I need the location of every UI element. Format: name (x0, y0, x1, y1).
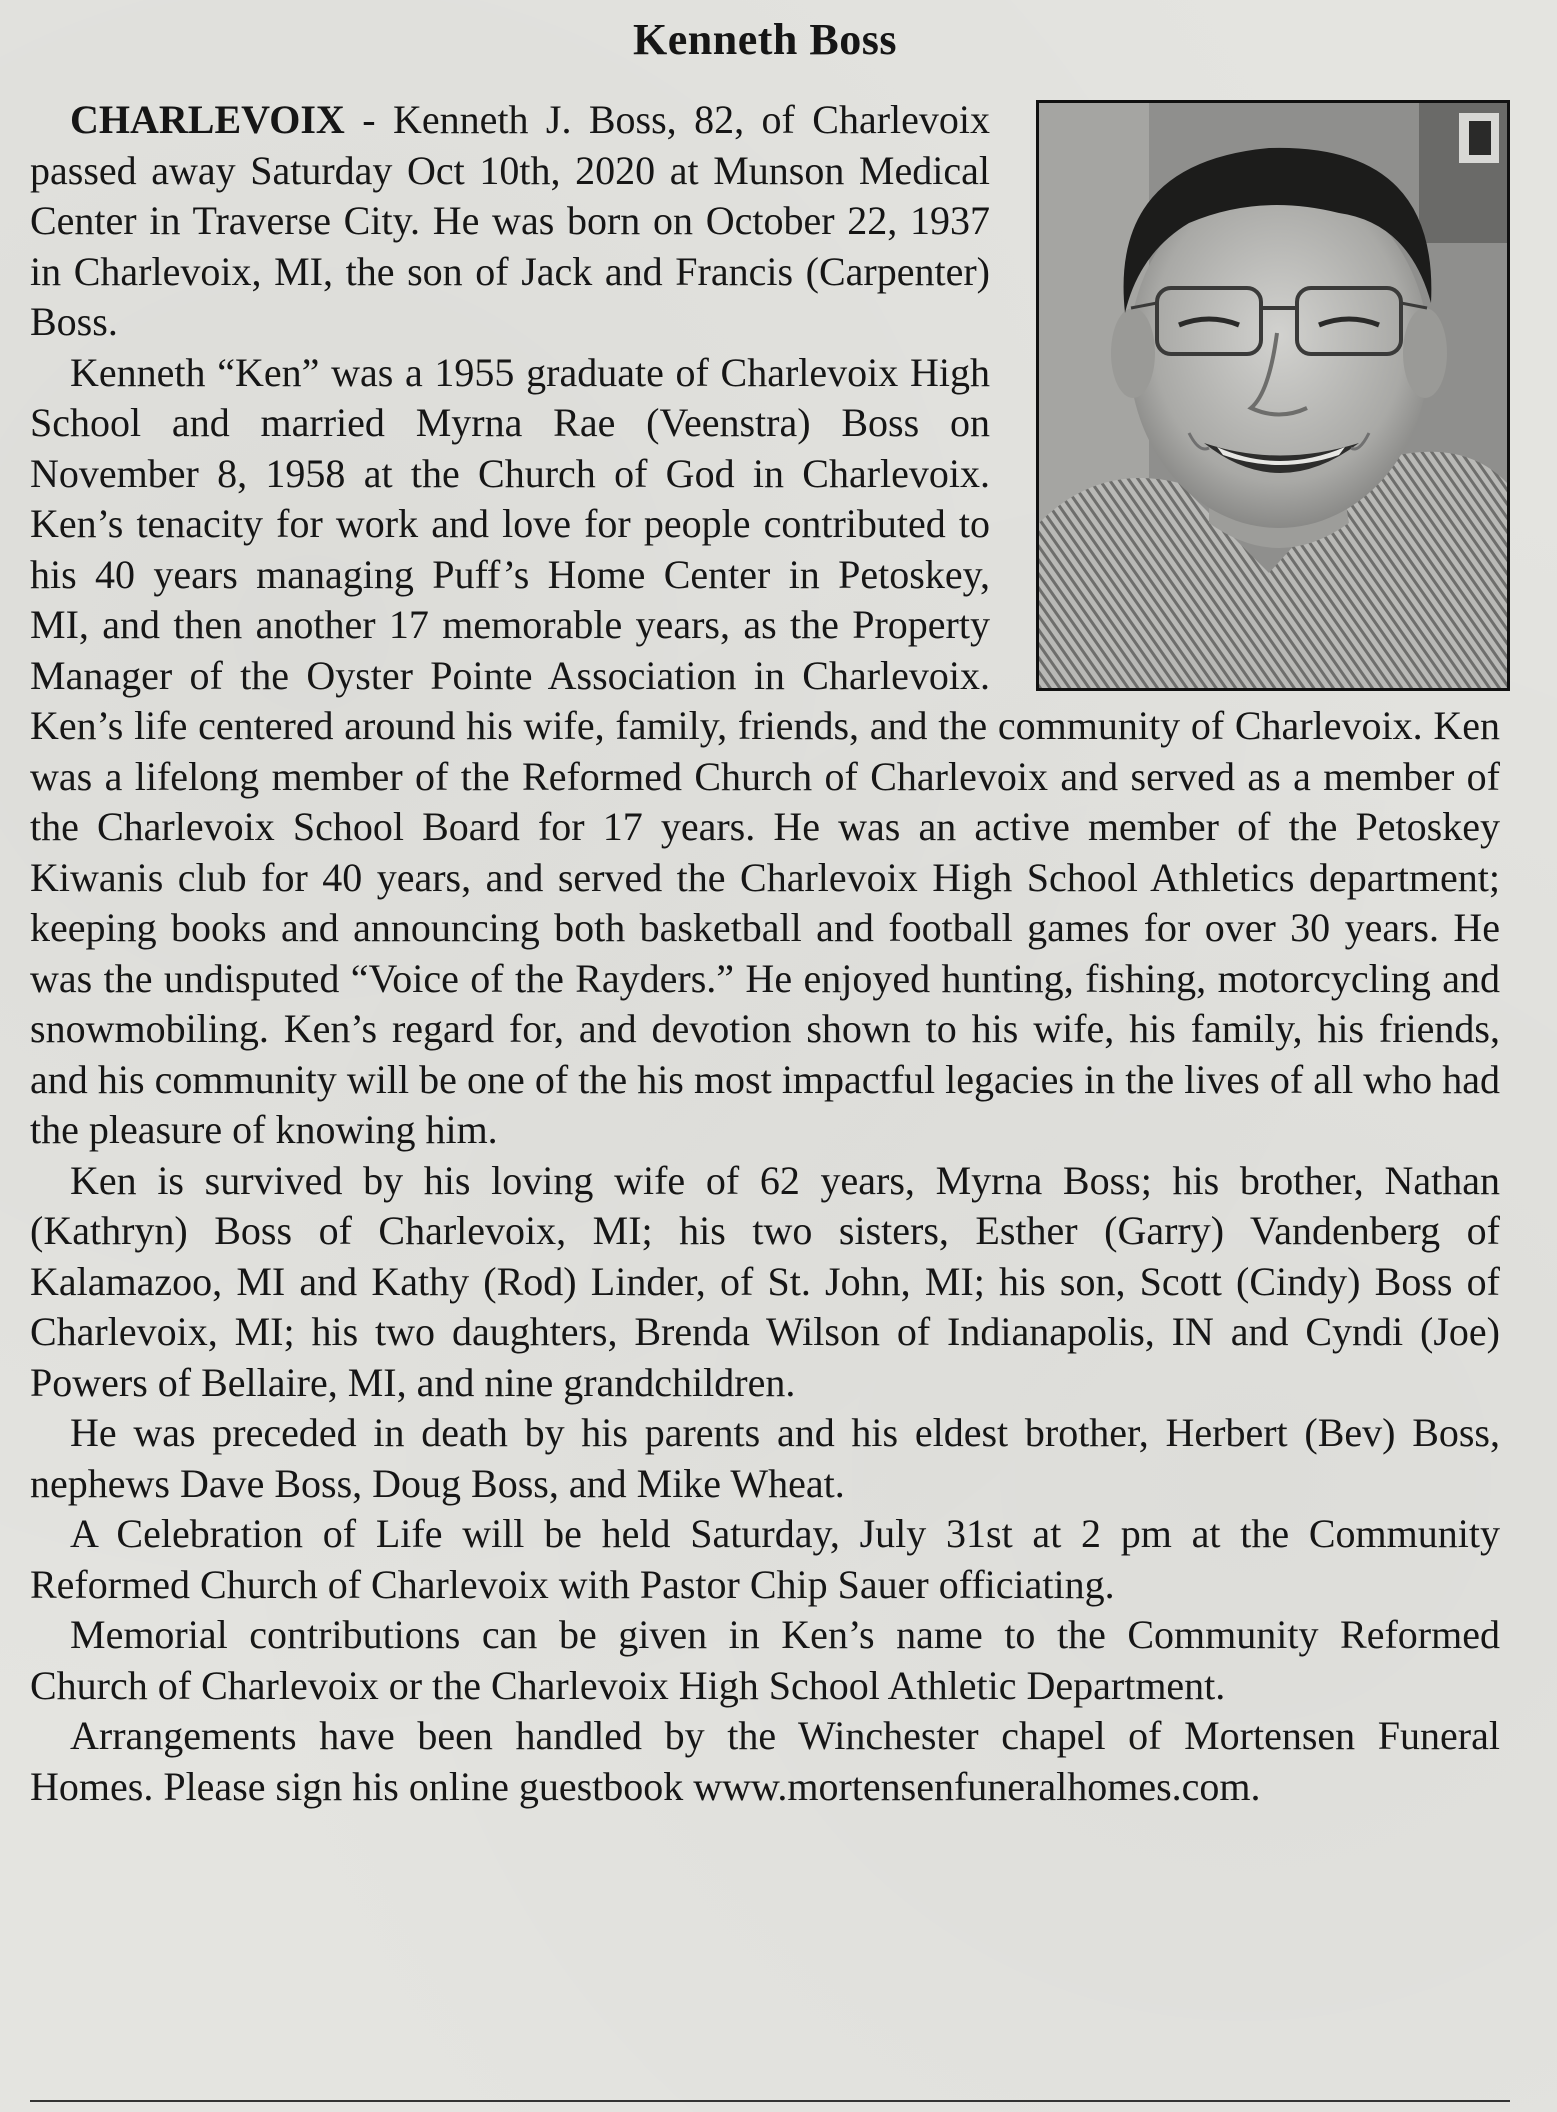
paragraph-4: He was preceded in death by his parents and his eldest brother, Herbert (Bev) Boss, nephews Dave Boss, Doug Boss, and Mike Wheat. (30, 1410, 1500, 1506)
paragraph-5: A Celebration of Life will be held Saturday, July 31st at 2 pm at the Community Reformed Church of Charlevoix with Pastor Chip Sauer officiating. (30, 1511, 1500, 1607)
dateline: CHARLEVOIX (70, 97, 345, 142)
paragraph-6: Memorial contributions can be given in Ken’s name to the Community Reformed Church of Charlevoix or the Charlevoix High School Athletic Department. (30, 1612, 1500, 1708)
paragraph-2: Kenneth “Ken” was a 1955 graduate of Charlevoix High School and married Myrna Rae (Veenstra) Boss on November 8, 1958 at the Church of God in Charlevoix. Ken’s tenacity for work and love for people contributed to his 40 years managing Puff’s Home Center in Petoskey, MI, and then another 17 memorable years, as the Property Manager of the Oyster Pointe Association in Charlevoix. Ken’s life centered around his wife, family, friends, and the community of Charlevoix. Ken was a lifelong member of the Reformed Church of Charlevoix and served as a member of the Charlevoix School Board for 17 years. He was an active member of the Petoskey Kiwanis club for 40 years, and served the Charlevoix High School Athletics department; keeping books and announcing both basketball and football games for over 30 years. He was the undisputed “Voice of the Rayders.” He enjoyed hunting, fishing, motorcycling and snowmobiling. Ken’s regard for, and devotion shown to his wife, his family, his friends, and his community will be one of the his most impactful legacies in the lives of all who had the pleasure of knowing him. (30, 349, 1500, 1152)
bottom-rule (30, 2100, 1510, 2102)
obituary-headline: Kenneth Boss (633, 15, 897, 64)
obituary-body (30, 95, 1500, 1812)
photo-spacer (990, 95, 1500, 695)
paragraph-7: Arrangements have been handled by the Winchester chapel of Mortensen Funeral Homes. Please sign his online guestbook www.mortensenfuneralhomes.com. (30, 1713, 1500, 1809)
paragraph-1-text: - Kenneth J. Boss, 82, of Charlevoix passed away Saturday Oct 10th, 2020 at Munson Medical Center in Traverse City. He was born on October 22, 1937 in Charlevoix, MI, the son of Jack and Francis (Carpenter) Boss. (30, 97, 990, 344)
paragraph-3: Ken is survived by his loving wife of 62 years, Myrna Boss; his brother, Nathan (Kathryn) Boss of Charlevoix, MI; his two sisters, Esther (Garry) Vandenberg of Kalamazoo, MI and Kathy (Rod) Linder, of St. John, MI; his son, Scott (Cindy) Boss of Charlevoix, MI; his two daughters, Brenda Wilson of Indianapolis, IN and Cyndi (Joe) Powers of Bellaire, MI, and nine grandchildren. (30, 1157, 1500, 1405)
